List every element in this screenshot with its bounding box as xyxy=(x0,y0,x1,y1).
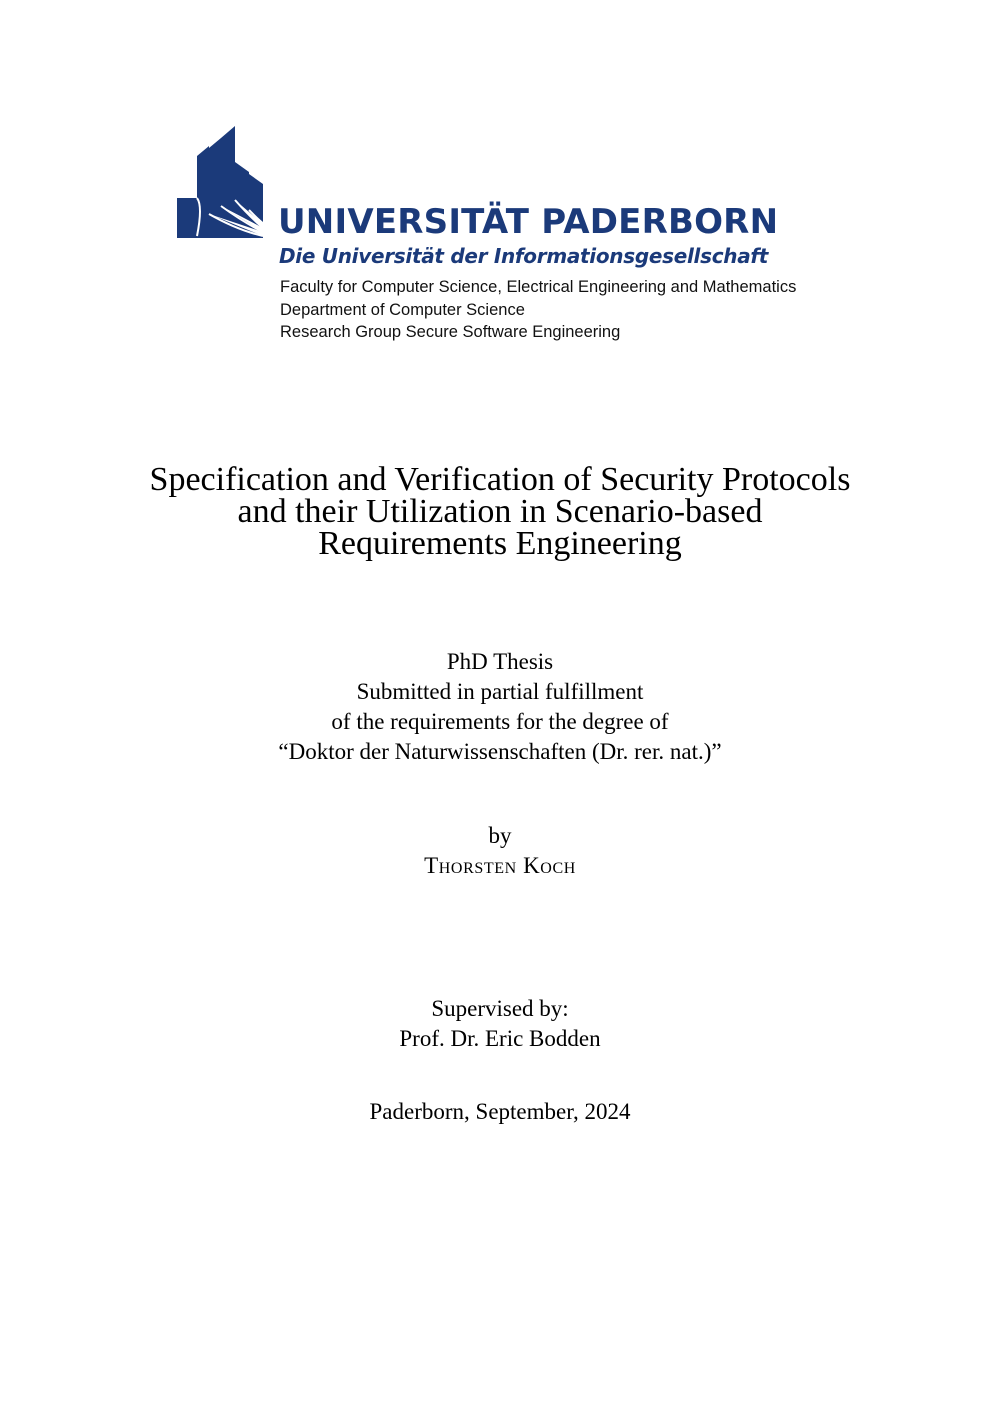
title-line-1: Specification and Verification of Security Protocols xyxy=(149,461,851,498)
by-label: by xyxy=(488,823,512,848)
research-group-line: Research Group Secure Software Engineering xyxy=(280,323,621,341)
university-name: UNIVERSITÄT PADERBORN xyxy=(278,202,779,242)
thesis-submission-line-1: Submitted in partial fulfillment xyxy=(356,679,644,704)
thesis-title xyxy=(0,461,1000,562)
paderborn-logo-icon xyxy=(177,126,265,240)
thesis-degree: “Doktor der Naturwissenschaften (Dr. rer. nat.)” xyxy=(278,739,722,764)
supervised-by-label: Supervised by: xyxy=(431,996,569,1021)
affiliation-block xyxy=(280,276,796,344)
title-line-3: Requirements Engineering xyxy=(318,525,682,562)
supervisor-block xyxy=(0,994,1000,1054)
department-line: Department of Computer Science xyxy=(280,300,525,319)
title-line-2: and their Utilization in Scenario-based xyxy=(237,493,763,530)
author-name: Thorsten Koch xyxy=(424,853,576,878)
supervisor-name: Prof. Dr. Eric Bodden xyxy=(399,1026,601,1051)
thesis-submission-line-2: of the requirements for the degree of xyxy=(331,709,669,734)
thesis-type: PhD Thesis xyxy=(446,649,554,674)
university-tagline: Die Universität der Informationsgesellschaft xyxy=(279,244,769,268)
faculty-line: Faculty for Computer Science, Electrical Engineering and Mathematics xyxy=(280,278,797,296)
thesis-description xyxy=(0,647,1000,767)
place-date: Paderborn, September, 2024 xyxy=(369,1099,631,1124)
author-block xyxy=(0,821,1000,881)
